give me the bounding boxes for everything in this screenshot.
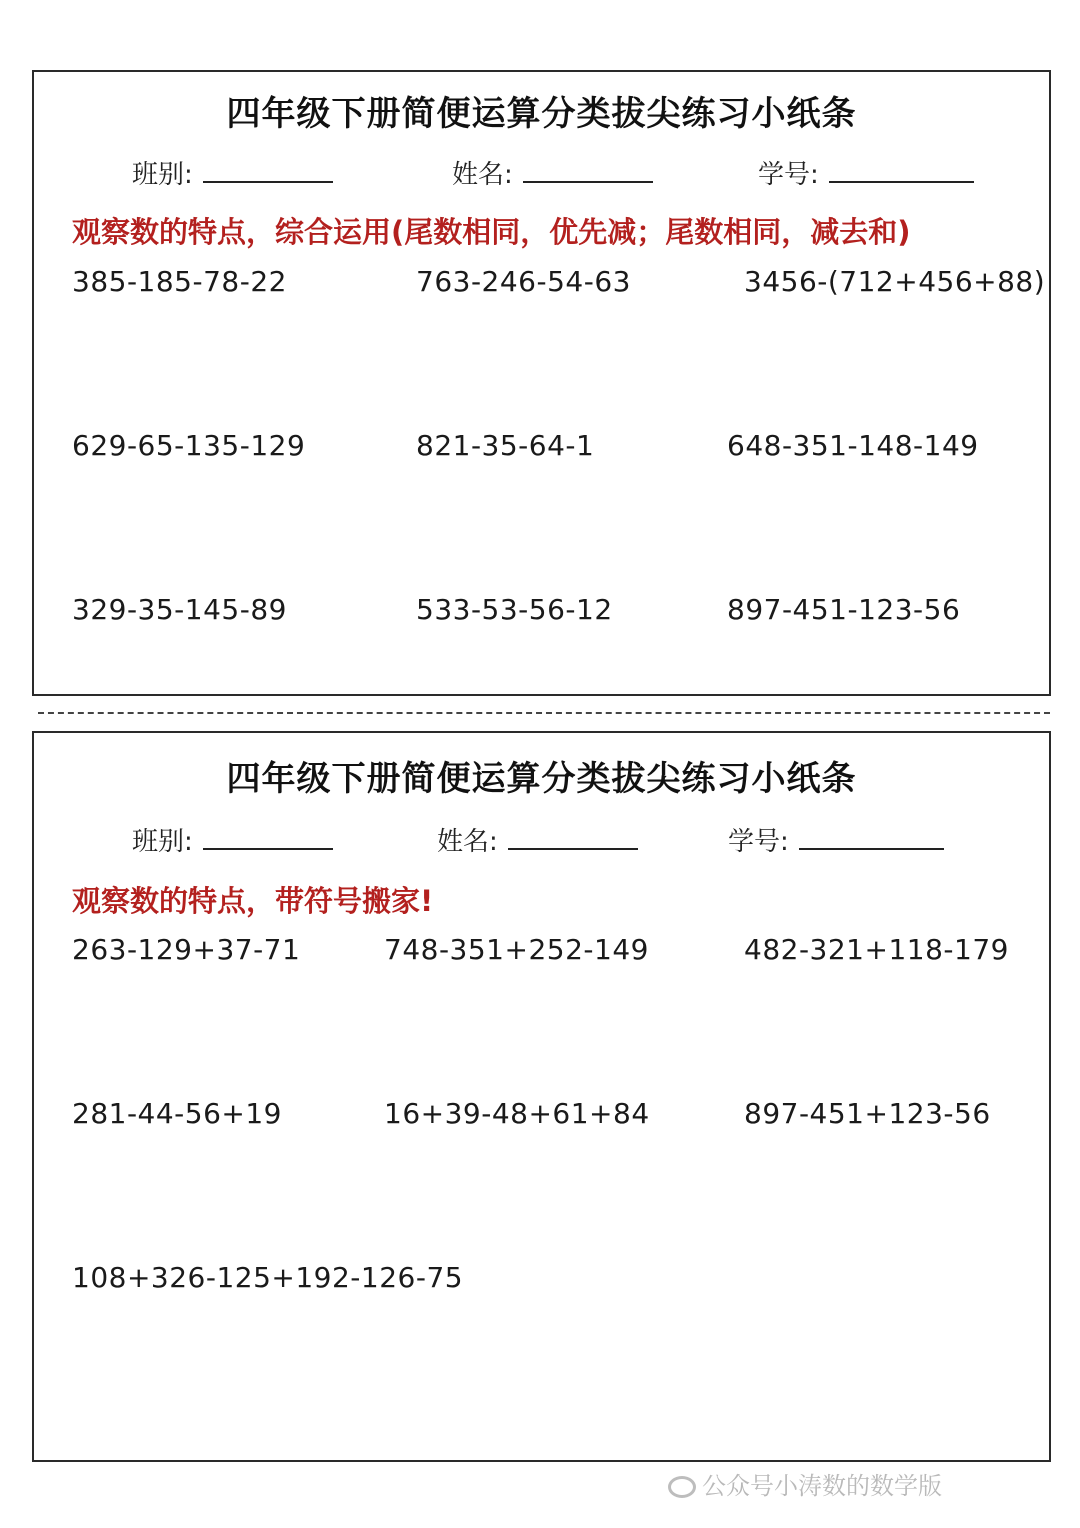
problem-item: 108+326-125+192-126-75: [72, 1261, 464, 1294]
id-blank[interactable]: [829, 157, 974, 183]
id-blank[interactable]: [799, 824, 944, 850]
class-label: 班别:: [132, 827, 193, 857]
name-field: [437, 821, 638, 858]
name-blank[interactable]: [508, 824, 638, 850]
name-label: 姓名:: [452, 160, 513, 190]
class-blank[interactable]: [203, 157, 333, 183]
watermark-text: 公众号小涛数的数学版: [702, 1472, 942, 1500]
problem-item: 821-35-64-1: [416, 429, 595, 462]
name-field: [452, 154, 653, 191]
problem-item: 482-321+118-179: [744, 933, 1009, 966]
problem-item: 748-351+252-149: [384, 933, 649, 966]
id-field: [728, 821, 944, 858]
problem-item: 385-185-78-22: [72, 265, 287, 298]
class-label: 班别:: [132, 160, 193, 190]
problem-item: 648-351-148-149: [727, 429, 979, 462]
practice-sheet-1: [32, 70, 1051, 696]
sheet-title: 四年级下册简便运算分类拔尖练习小纸条: [226, 94, 857, 134]
wechat-icon: [668, 1476, 696, 1498]
watermark: [668, 1466, 942, 1501]
id-label: 学号:: [728, 827, 789, 857]
class-field: [132, 154, 333, 191]
problem-item: 263-129+37-71: [72, 933, 301, 966]
problem-item: 3456-(712+456+88): [744, 265, 1046, 298]
instruction-text: 观察数的特点，综合运用(尾数相同，优先减；尾数相同，减去和): [72, 215, 911, 249]
id-label: 学号:: [758, 160, 819, 190]
problem-item: 629-65-135-129: [72, 429, 306, 462]
problem-item: 533-53-56-12: [416, 593, 613, 626]
class-blank[interactable]: [203, 824, 333, 850]
practice-sheet-2: [32, 731, 1051, 1462]
name-label: 姓名:: [437, 827, 498, 857]
problem-item: 16+39-48+61+84: [384, 1097, 650, 1130]
sheet-title: 四年级下册简便运算分类拔尖练习小纸条: [226, 759, 857, 799]
class-field: [132, 821, 333, 858]
cut-line-divider: [38, 712, 1050, 714]
id-field: [758, 154, 974, 191]
instruction-text: 观察数的特点，带符号搬家!: [72, 884, 434, 918]
problem-item: 329-35-145-89: [72, 593, 287, 626]
problem-item: 897-451-123-56: [727, 593, 961, 626]
problem-item: 897-451+123-56: [744, 1097, 991, 1130]
problem-item: 281-44-56+19: [72, 1097, 282, 1130]
problem-item: 763-246-54-63: [416, 265, 631, 298]
name-blank[interactable]: [523, 157, 653, 183]
